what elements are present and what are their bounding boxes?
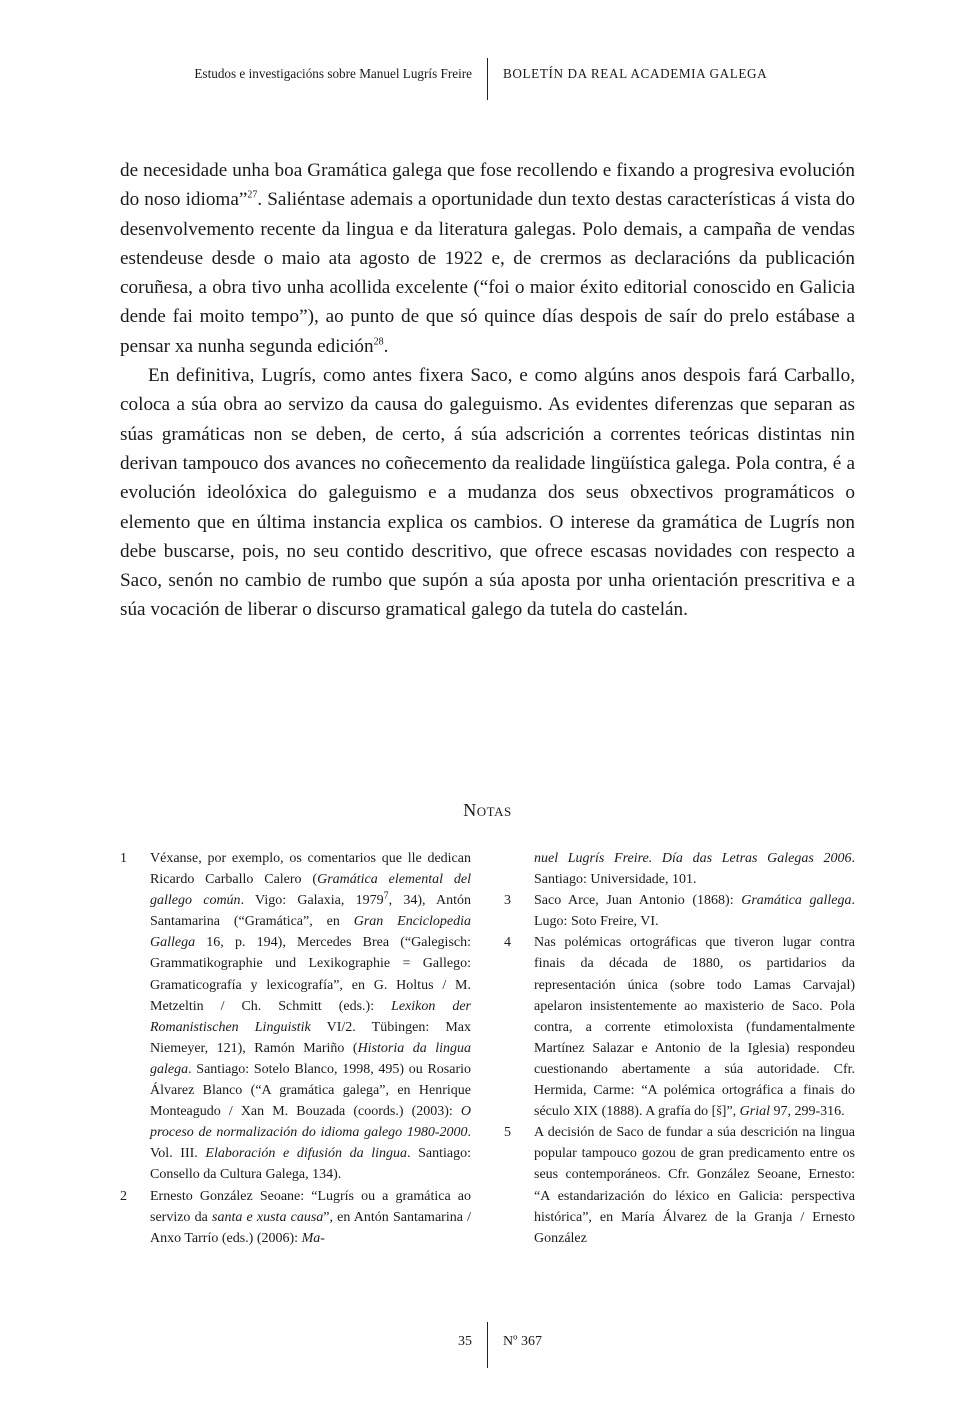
paragraph-2: En definitiva, Lugrís, como antes fixera Saco, e como algúns anos despois fará Carballo, coloca a súa obra ao servizo da causa do galeguismo. As evidentes diferenzas que separan as súas gramáticas non se deben, de certo, á súa adscrición a correntes teóricas distintas nin derivan tampouco dos avances no coñecemento da realidade lingüística galega. Pola contra, é a evolución ideolóxica do galeguismo e a mudanza dos seus obxectivos programáticos o elemento que en última instancia explica os cambios. O interese da gramática de Lugrís non debe buscarse, pois, no seu contido descritivo, que ofrece escasas novidades con respecto a Saco, senón no cambio de rumbo que supón a súa aposta por unha orientación prescritiva e a súa vocación de liberar o discurso gramatical galego da tutela do castelán. (120, 365, 855, 621)
footnote-number: 5 (504, 1125, 511, 1141)
footnote-2-continued: nuel Lugrís Freire. Día das Letras Galegas 2006. Santiago: Universidade, 101. (534, 851, 855, 888)
footnote-3: 3 Saco Arce, Juan Antonio (1868): Gramática gallega. Lugo: Soto Freire, VI. (504, 890, 855, 932)
footnote-ref-27[interactable]: 27 (247, 189, 258, 201)
footnote-number: 2 (120, 1188, 127, 1204)
notes-column-left (120, 848, 471, 1249)
notes-heading: Notas (463, 800, 512, 820)
main-text (120, 156, 855, 625)
issue-number: Nº 367 (503, 1334, 542, 1349)
header-journal-title: BOLETÍN DA REAL ACADEMIA GALEGA (503, 66, 768, 81)
paragraph-1: de necesidade unha boa Gramática galega que fose recollendo e fixando a progresiva evolución do noso idioma”$^{27}$. Saliéntase ademais a oportunidade dun texto destas características á vista do desenvolvemento recente da lingua e da literatura galegas. Polo demais, a campaña de vendas estendeuse desde o maio ata agosto de 1922 e, de crermos as declaracións da publicación coruñesa, a obra tivo unha acollida excelente (“foi o maior éxito editorial conoscido en Galicia dende fai moito tempo”), ao punto de que só quince días despois de saír do prelo estábase a pensar xa nunha segunda edición$^{28}$. (120, 160, 855, 357)
footnote-5: 5 A decisión de Saco de fundar a súa descrición na lingua popular tampouco gozou de gran predicamento entre os seus contemporáneos. Cfr. González Seoane, Ernesto: “A estandarización do léxico en Galicia: perspectiva histórica”, en María Álvarez de la Granja / Ernesto González (504, 1122, 855, 1249)
footnote-ref-28[interactable]: 28 (373, 336, 384, 348)
header-divider (487, 58, 488, 100)
footnote-4: 4 Nas polémicas ortográficas que tiveron lugar contra finais da década de 1880, os partidarios da representación única (sobre todo Lamas Carvajal) apelaron insistentemente ao maxisterio de Saco. Pola contra, a corrente etimoloxista (fundamentalmente Martínez Salazar e Antonio de la Iglesia) respondeu cuestionando abertamente a súa autoridade. Cfr. Hermida, Carme: “A polémica ortográfica a finais do século XIX (1888). A grafía do [š]”, Grial 97, 299-316. (504, 932, 855, 1122)
footnote-number: 1 (120, 851, 127, 866)
header-section-title: Estudos e investigacións sobre Manuel Lugrís Freire (194, 66, 472, 81)
page-footer (0, 1322, 975, 1368)
footnote-2: 2 Ernesto González Seoane: “Lugrís ou a gramática ao servizo da santa e xusta causa”, en Antón Santamarina / Anxo Tarrío (eds.) (2006): Ma- (120, 1186, 471, 1249)
footer-divider (487, 1322, 488, 1368)
footnote-number: 4 (504, 935, 511, 951)
running-header (0, 58, 975, 102)
footnote-number: 3 (504, 893, 511, 909)
footnote-1: 1 Véxanse, por exemplo, os comentarios que lle dedican Ricardo Carballo Calero (Gramática elemental del gallego común. Vigo: Galaxia, 1979$^7$, 34), Antón Santamarina (“Gramática”, en Gran Enciclopedia Gallega 16, p. 194), Mercedes Brea (“Galegisch: Grammatikographie und Lexikographie = Gallego: Gramaticografía y lexicografía”, en G. Holtus / M. Metzeltin / Ch. Schmitt (eds.): Lexikon der Romanistischen Linguistik VI/2. Tübingen: Max Niemeyer, 121), Ramón Mariño (Historia da lingua galega. Santiago: Sotelo Blanco, 1998, 495) ou Rosario Álvarez Blanco (“A gramática galega”, en Henrique Monteagudo / Xan M. Bouzada (coords.) (2003): O proceso de normalización do idioma galego 1980-2000. Vol. III. Elaboración e difusión da lingua. Santiago: Consello da Cultura Galega, 134). (120, 848, 471, 1186)
page-number: 35 (458, 1334, 472, 1349)
notes-column-right (504, 848, 855, 1249)
